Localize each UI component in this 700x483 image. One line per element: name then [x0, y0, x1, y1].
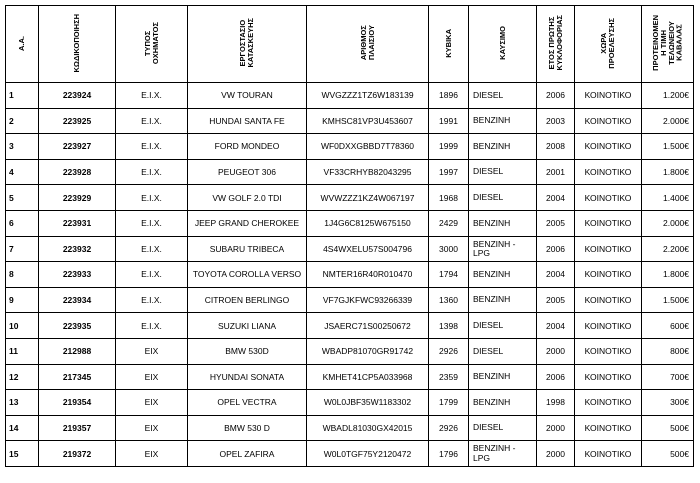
chassis-number-cell: KMHSC81VP3U453607 [307, 108, 429, 134]
price-cell: 1.400€ [642, 185, 694, 211]
manufacturer-cell: BMW 530 D [188, 415, 307, 441]
cc-cell: 3000 [429, 236, 469, 262]
chassis-number-cell: JSAERC71S00250672 [307, 313, 429, 339]
origin-cell: ΚΟΙΝΟΤΙΚΟ [575, 364, 642, 390]
price-cell: 300€ [642, 390, 694, 416]
header-first-registration-year: ΕΤΟΣ ΠΡΩΤΗΣ ΚΥΚΛΟΦΟΡΙΑΣ [537, 6, 575, 83]
fuel-cell: BENZINH [469, 210, 537, 236]
code-cell: 223927 [39, 134, 116, 160]
table-row [6, 441, 694, 467]
chassis-number-cell: KMHET41CP5A033968 [307, 364, 429, 390]
origin-cell: ΚΟΙΝΟΤΙΚΟ [575, 236, 642, 262]
table-row [6, 159, 694, 185]
row-number: 8 [6, 262, 39, 288]
vehicle-type-cell: ΕΙΧ [116, 364, 188, 390]
table-row [6, 415, 694, 441]
row-number: 5 [6, 185, 39, 211]
price-cell: 500€ [642, 415, 694, 441]
table-row [6, 313, 694, 339]
origin-cell: ΚΟΙΝΟΤΙΚΟ [575, 441, 642, 467]
row-number: 2 [6, 108, 39, 134]
price-cell: 1.500€ [642, 287, 694, 313]
table-row [6, 210, 694, 236]
year-cell: 2006 [537, 364, 575, 390]
header-vehicle-type: ΤΥΠΟΣ ΟΧΗΜΑΤΟΣ [116, 6, 188, 83]
cc-cell: 1968 [429, 185, 469, 211]
cc-cell: 2926 [429, 415, 469, 441]
vehicle-type-cell: ΕΙΧ [116, 441, 188, 467]
year-cell: 2000 [537, 415, 575, 441]
year-cell: 2005 [537, 287, 575, 313]
table-row [6, 364, 694, 390]
vehicle-type-cell: Ε.Ι.Χ. [116, 287, 188, 313]
row-number: 12 [6, 364, 39, 390]
origin-cell: ΚΟΙΝΟΤΙΚΟ [575, 415, 642, 441]
cc-cell: 1794 [429, 262, 469, 288]
cc-cell: 1796 [429, 441, 469, 467]
chassis-number-cell: WBADP81070GR91742 [307, 338, 429, 364]
manufacturer-cell: SUBARU TRIBECA [188, 236, 307, 262]
manufacturer-cell: PEUGEOT 306 [188, 159, 307, 185]
code-cell: 212988 [39, 338, 116, 364]
origin-cell: ΚΟΙΝΟΤΙΚΟ [575, 338, 642, 364]
vehicle-type-cell: Ε.Ι.Χ. [116, 262, 188, 288]
origin-cell: ΚΟΙΝΟΤΙΚΟ [575, 134, 642, 160]
table-row [6, 134, 694, 160]
cc-cell: 1991 [429, 108, 469, 134]
fuel-cell: DIESEL [469, 415, 537, 441]
year-cell: 1998 [537, 390, 575, 416]
row-number: 7 [6, 236, 39, 262]
cc-cell: 1398 [429, 313, 469, 339]
code-cell: 223932 [39, 236, 116, 262]
table-row [6, 108, 694, 134]
fuel-cell: BENZINH - LPG [469, 236, 537, 262]
price-cell: 2.000€ [642, 108, 694, 134]
fuel-cell: DIESEL [469, 185, 537, 211]
price-cell: 1.800€ [642, 262, 694, 288]
row-number: 14 [6, 415, 39, 441]
fuel-cell: BENZINH [469, 108, 537, 134]
header-code: ΚΩΔΙΚΟΠΟΙΗΣΗ [39, 6, 116, 83]
origin-cell: ΚΟΙΝΟΤΙΚΟ [575, 313, 642, 339]
year-cell: 2003 [537, 108, 575, 134]
fuel-cell: BENZINH [469, 287, 537, 313]
header-fuel: ΚΑΥΣΙΜΟ [469, 6, 537, 83]
price-cell: 1.500€ [642, 134, 694, 160]
vehicle-table [5, 5, 694, 467]
vehicle-type-cell: Ε.Ι.Χ. [116, 236, 188, 262]
vehicle-type-cell: Ε.Ι.Χ. [116, 108, 188, 134]
year-cell: 2004 [537, 262, 575, 288]
price-cell: 2.000€ [642, 210, 694, 236]
fuel-cell: BENZINH [469, 390, 537, 416]
code-cell: 223931 [39, 210, 116, 236]
price-cell: 500€ [642, 441, 694, 467]
origin-cell: ΚΟΙΝΟΤΙΚΟ [575, 83, 642, 109]
row-number: 1 [6, 83, 39, 109]
year-cell: 2001 [537, 159, 575, 185]
cc-cell: 1896 [429, 83, 469, 109]
origin-cell: ΚΟΙΝΟΤΙΚΟ [575, 159, 642, 185]
year-cell: 2006 [537, 83, 575, 109]
header-country-of-origin: ΧΩΡΑ ΠΡΟΕΛΕΥΣΗΣ [575, 6, 642, 83]
vehicle-type-cell: Ε.Ι.Χ. [116, 159, 188, 185]
vehicle-type-cell: ΕΙΧ [116, 338, 188, 364]
manufacturer-cell: FORD MONDEO [188, 134, 307, 160]
chassis-number-cell: W0L0JBF35W1183302 [307, 390, 429, 416]
code-cell: 223933 [39, 262, 116, 288]
price-cell: 700€ [642, 364, 694, 390]
row-number: 9 [6, 287, 39, 313]
chassis-number-cell: WBADL81030GX42015 [307, 415, 429, 441]
code-cell: 223934 [39, 287, 116, 313]
manufacturer-cell: CITROEN BERLINGO [188, 287, 307, 313]
fuel-cell: DIESEL [469, 313, 537, 339]
cc-cell: 2359 [429, 364, 469, 390]
code-cell: 219372 [39, 441, 116, 467]
manufacturer-cell: JEEP GRAND CHEROKEE [188, 210, 307, 236]
table-row [6, 390, 694, 416]
year-cell: 2005 [537, 210, 575, 236]
fuel-cell: BENZINH [469, 134, 537, 160]
origin-cell: ΚΟΙΝΟΤΙΚΟ [575, 390, 642, 416]
chassis-number-cell: 1J4G6C8125W675150 [307, 210, 429, 236]
price-cell: 600€ [642, 313, 694, 339]
code-cell: 223935 [39, 313, 116, 339]
chassis-number-cell: W0L0TGF75Y2120472 [307, 441, 429, 467]
origin-cell: ΚΟΙΝΟΤΙΚΟ [575, 287, 642, 313]
manufacturer-cell: VW TOURAN [188, 83, 307, 109]
row-number: 15 [6, 441, 39, 467]
manufacturer-cell: HYUNDAI SONATA [188, 364, 307, 390]
price-cell: 800€ [642, 338, 694, 364]
cc-cell: 2429 [429, 210, 469, 236]
chassis-number-cell: VF33CRHYB82043295 [307, 159, 429, 185]
code-cell: 223924 [39, 83, 116, 109]
code-cell: 223929 [39, 185, 116, 211]
code-cell: 217345 [39, 364, 116, 390]
cc-cell: 1999 [429, 134, 469, 160]
origin-cell: ΚΟΙΝΟΤΙΚΟ [575, 210, 642, 236]
table-row [6, 83, 694, 109]
code-cell: 223925 [39, 108, 116, 134]
table-row [6, 338, 694, 364]
vehicle-type-cell: ΕΙΧ [116, 390, 188, 416]
manufacturer-cell: HUNDAI SANTA FE [188, 108, 307, 134]
fuel-cell: DIESEL [469, 338, 537, 364]
fuel-cell: DIESEL [469, 159, 537, 185]
vehicle-type-cell: Ε.Ι.Χ. [116, 185, 188, 211]
code-cell: 223928 [39, 159, 116, 185]
header-proposed-price: ΠΡΟΤΕΙΝΟΜΕΝ Η ΤΙΜΗ ΤΕΛΩΝΕΙΟΥ ΚΑΒΑΛΑΣ [642, 6, 694, 83]
chassis-number-cell: 4S4WXELU57S004796 [307, 236, 429, 262]
header-manufacturer: ΕΡΓΟΣΤΑΣΙΟ ΚΑΤΑΣΚΕΥΗΣ [188, 6, 307, 83]
table-row [6, 287, 694, 313]
header-cc: ΚΥΒΙΚΑ [429, 6, 469, 83]
code-cell: 219357 [39, 415, 116, 441]
vehicle-table-container [5, 5, 693, 467]
fuel-cell: BENZINH [469, 262, 537, 288]
year-cell: 2000 [537, 338, 575, 364]
chassis-number-cell: NMTER16R40R010470 [307, 262, 429, 288]
vehicle-type-cell: Ε.Ι.Χ. [116, 134, 188, 160]
table-row [6, 236, 694, 262]
chassis-number-cell: WVGZZZ1TZ6W183139 [307, 83, 429, 109]
code-cell: 219354 [39, 390, 116, 416]
row-number: 6 [6, 210, 39, 236]
price-cell: 1.800€ [642, 159, 694, 185]
vehicle-type-cell: Ε.Ι.Χ. [116, 210, 188, 236]
table-body [6, 83, 694, 467]
row-number: 4 [6, 159, 39, 185]
vehicle-type-cell: Ε.Ι.Χ. [116, 83, 188, 109]
year-cell: 2006 [537, 236, 575, 262]
year-cell: 2008 [537, 134, 575, 160]
cc-cell: 1799 [429, 390, 469, 416]
table-row [6, 185, 694, 211]
row-number: 13 [6, 390, 39, 416]
price-cell: 2.200€ [642, 236, 694, 262]
manufacturer-cell: OPEL VECTRA [188, 390, 307, 416]
header-aa: Α.Α. [6, 6, 39, 83]
table-row [6, 262, 694, 288]
fuel-cell: DIESEL [469, 83, 537, 109]
origin-cell: ΚΟΙΝΟΤΙΚΟ [575, 185, 642, 211]
vehicle-type-cell: ΕΙΧ [116, 415, 188, 441]
year-cell: 2004 [537, 313, 575, 339]
row-number: 3 [6, 134, 39, 160]
year-cell: 2004 [537, 185, 575, 211]
header-row [6, 6, 694, 83]
cc-cell: 1997 [429, 159, 469, 185]
price-cell: 1.200€ [642, 83, 694, 109]
origin-cell: ΚΟΙΝΟΤΙΚΟ [575, 262, 642, 288]
cc-cell: 1360 [429, 287, 469, 313]
year-cell: 2000 [537, 441, 575, 467]
chassis-number-cell: WF0DXXGBBD7T78360 [307, 134, 429, 160]
vehicle-type-cell: Ε.Ι.Χ. [116, 313, 188, 339]
row-number: 11 [6, 338, 39, 364]
cc-cell: 2926 [429, 338, 469, 364]
manufacturer-cell: OPEL ZAFIRA [188, 441, 307, 467]
fuel-cell: BENZINH [469, 364, 537, 390]
manufacturer-cell: SUZUKI LIANA [188, 313, 307, 339]
header-chassis-number: ΑΡΙΘΜΟΣ ΠΛΑΙΣΙΟΥ [307, 6, 429, 83]
manufacturer-cell: TOYOTA COROLLA VERSO [188, 262, 307, 288]
manufacturer-cell: BMW 530D [188, 338, 307, 364]
manufacturer-cell: VW GOLF 2.0 TDI [188, 185, 307, 211]
origin-cell: ΚΟΙΝΟΤΙΚΟ [575, 108, 642, 134]
chassis-number-cell: WVWZZZ1KZ4W067197 [307, 185, 429, 211]
chassis-number-cell: VF7GJKFWC93266339 [307, 287, 429, 313]
fuel-cell: BENZINH - LPG [469, 441, 537, 467]
row-number: 10 [6, 313, 39, 339]
